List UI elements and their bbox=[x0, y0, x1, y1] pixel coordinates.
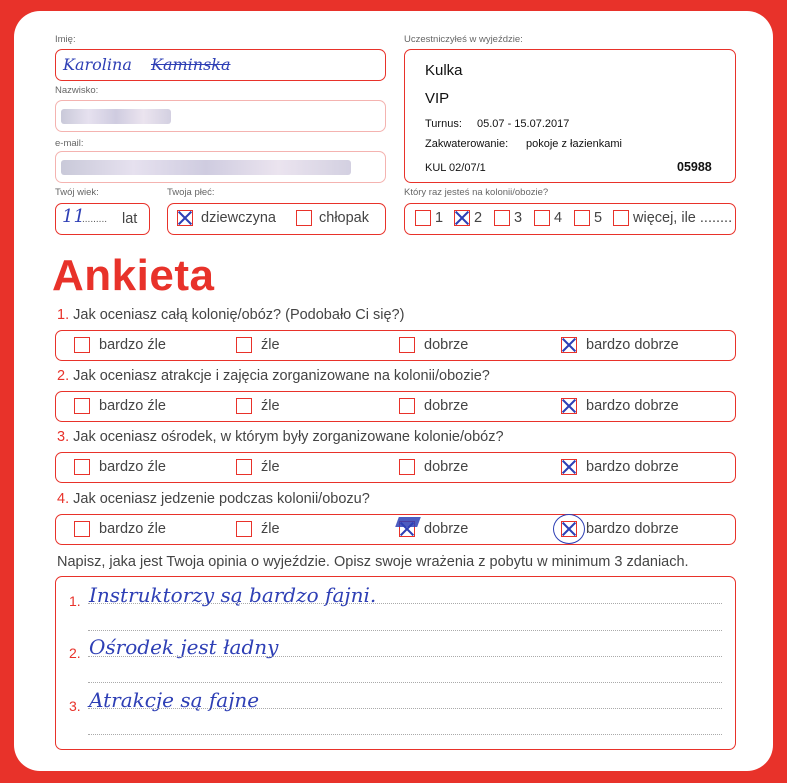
opinion-3-number: 3. bbox=[69, 698, 81, 714]
q3-very-good-label: bardzo dobrze bbox=[586, 459, 679, 475]
q2-very-bad-label: bardzo źle bbox=[99, 398, 166, 414]
q2-good-checkbox[interactable] bbox=[399, 398, 415, 414]
gender-girl-label: dziewczyna bbox=[201, 210, 276, 226]
turnus-label: Turnus: bbox=[425, 118, 462, 130]
age-unit: lat bbox=[122, 211, 138, 227]
name-field[interactable] bbox=[55, 49, 386, 81]
q3-very-bad-checkbox[interactable] bbox=[74, 459, 90, 475]
q1-bad-checkbox[interactable] bbox=[236, 337, 252, 353]
gender-field bbox=[167, 203, 386, 235]
redacted-email bbox=[61, 160, 351, 175]
trip-number: 05988 bbox=[677, 160, 712, 174]
age-dots: ......... bbox=[82, 214, 108, 225]
scribble-mark bbox=[395, 517, 421, 527]
name-label: Imię: bbox=[55, 34, 76, 45]
turnus-value: 05.07 - 15.07.2017 bbox=[477, 118, 570, 130]
question-1 bbox=[57, 307, 404, 323]
gender-girl-checkbox[interactable] bbox=[177, 210, 193, 226]
circled-mark bbox=[553, 514, 585, 544]
times-more-label: więcej, ile ........ bbox=[633, 210, 733, 226]
question-1-number: 1. bbox=[57, 307, 70, 323]
question-4-text: Jak oceniasz jedzenie podczas kolonii/obozu? bbox=[73, 491, 370, 507]
trip-ticket bbox=[404, 49, 736, 183]
question-2-options bbox=[55, 391, 736, 422]
survey-title: Ankieta bbox=[52, 251, 215, 300]
q1-very-bad-checkbox[interactable] bbox=[74, 337, 90, 353]
q4-very-bad-label: bardzo źle bbox=[99, 521, 166, 537]
writing-line bbox=[88, 656, 722, 657]
opinion-2-number: 2. bbox=[69, 645, 81, 661]
trip-label: Uczestniczyłeś w wyjeździe: bbox=[404, 34, 523, 45]
name-struck-value: Kaminska bbox=[151, 55, 231, 74]
writing-line bbox=[88, 682, 722, 683]
q4-very-good-checkbox[interactable] bbox=[561, 521, 577, 537]
question-2-number: 2. bbox=[57, 368, 70, 384]
q2-bad-label: źle bbox=[261, 398, 280, 414]
question-1-text: Jak oceniasz całą kolonię/obóz? (Podobało Ci się?) bbox=[73, 307, 405, 323]
question-3-text: Jak oceniasz ośrodek, w którym były zorganizowane kolonie/obóz? bbox=[73, 429, 504, 445]
redacted-surname bbox=[61, 109, 171, 124]
question-3 bbox=[57, 429, 504, 445]
q4-very-bad-checkbox[interactable] bbox=[74, 521, 90, 537]
times-1-checkbox[interactable] bbox=[415, 210, 431, 226]
times-5-checkbox[interactable] bbox=[574, 210, 590, 226]
q1-bad-label: źle bbox=[261, 337, 280, 353]
age-label: Twój wiek: bbox=[55, 187, 99, 198]
opinion-1-text: Instruktorzy są bardzo fajni. bbox=[89, 583, 377, 607]
writing-line bbox=[88, 708, 722, 709]
q1-good-checkbox[interactable] bbox=[399, 337, 415, 353]
q1-very-good-checkbox[interactable] bbox=[561, 337, 577, 353]
writing-line bbox=[88, 734, 722, 735]
accommodation-label: Zakwaterowanie: bbox=[425, 138, 509, 150]
q2-very-good-label: bardzo dobrze bbox=[586, 398, 679, 414]
opinion-field[interactable] bbox=[55, 576, 736, 750]
q2-very-good-checkbox[interactable] bbox=[561, 398, 577, 414]
opinion-1-number: 1. bbox=[69, 593, 81, 609]
times-field bbox=[404, 203, 736, 235]
question-3-number: 3. bbox=[57, 429, 70, 445]
opinion-prompt: Napisz, jaka jest Twoja opinia o wyjeździe. Opisz swoje wrażenia z pobytu w minimum 3 zdaniach. bbox=[57, 554, 689, 570]
q2-bad-checkbox[interactable] bbox=[236, 398, 252, 414]
q1-very-good-label: bardzo dobrze bbox=[586, 337, 679, 353]
question-2-text: Jak oceniasz atrakcje i zajęcia zorganizowane na kolonii/obozie? bbox=[73, 368, 490, 384]
accommodation-value: pokoje z łazienkami bbox=[526, 138, 622, 150]
q3-very-bad-label: bardzo źle bbox=[99, 459, 166, 475]
times-more-checkbox[interactable] bbox=[613, 210, 629, 226]
q3-good-checkbox[interactable] bbox=[399, 459, 415, 475]
q3-good-label: dobrze bbox=[424, 459, 469, 475]
age-field[interactable] bbox=[55, 203, 150, 235]
age-value: 11 bbox=[62, 206, 85, 227]
gender-boy-label: chłopak bbox=[319, 210, 369, 226]
times-1-label: 1 bbox=[435, 210, 444, 226]
q4-very-good-label: bardzo dobrze bbox=[586, 521, 679, 537]
question-4-number: 4. bbox=[57, 491, 70, 507]
question-4 bbox=[57, 491, 370, 507]
gender-label: Twoja płeć: bbox=[167, 187, 215, 198]
surname-field[interactable] bbox=[55, 100, 386, 132]
q1-good-label: dobrze bbox=[424, 337, 469, 353]
opinion-2-text: Ośrodek jest ładny bbox=[89, 635, 279, 659]
writing-line bbox=[88, 630, 722, 631]
question-4-options bbox=[55, 514, 736, 545]
q3-very-good-checkbox[interactable] bbox=[561, 459, 577, 475]
surname-label: Nazwisko: bbox=[55, 85, 99, 96]
times-5-label: 5 bbox=[594, 210, 603, 226]
question-3-options bbox=[55, 452, 736, 483]
writing-line bbox=[88, 603, 722, 604]
question-1-options bbox=[55, 330, 736, 361]
q3-bad-label: źle bbox=[261, 459, 280, 475]
q2-good-label: dobrze bbox=[424, 398, 469, 414]
times-4-label: 4 bbox=[554, 210, 563, 226]
email-label: e-mail: bbox=[55, 138, 84, 149]
q4-bad-checkbox[interactable] bbox=[236, 521, 252, 537]
q4-good-checkbox-crossed-out[interactable] bbox=[399, 521, 415, 537]
times-2-checkbox[interactable] bbox=[454, 210, 470, 226]
q2-very-bad-checkbox[interactable] bbox=[74, 398, 90, 414]
times-3-label: 3 bbox=[514, 210, 523, 226]
q4-good-label: dobrze bbox=[424, 521, 469, 537]
question-2 bbox=[57, 368, 490, 384]
trip-name: Kulka bbox=[425, 62, 463, 79]
gender-boy-checkbox[interactable] bbox=[296, 210, 312, 226]
times-label: Który raz jesteś na kolonii/obozie? bbox=[404, 187, 549, 198]
times-3-checkbox[interactable] bbox=[494, 210, 510, 226]
name-value: Karolina bbox=[63, 55, 132, 74]
email-field[interactable] bbox=[55, 151, 386, 183]
q4-bad-label: źle bbox=[261, 521, 280, 537]
times-2-label: 2 bbox=[474, 210, 483, 226]
opinion-3-text: Atrakcje są fajne bbox=[89, 688, 260, 712]
q3-bad-checkbox[interactable] bbox=[236, 459, 252, 475]
times-4-checkbox[interactable] bbox=[534, 210, 550, 226]
trip-type: VIP bbox=[425, 90, 450, 107]
trip-code: KUL 02/07/1 bbox=[425, 162, 486, 174]
q1-very-bad-label: bardzo źle bbox=[99, 337, 166, 353]
